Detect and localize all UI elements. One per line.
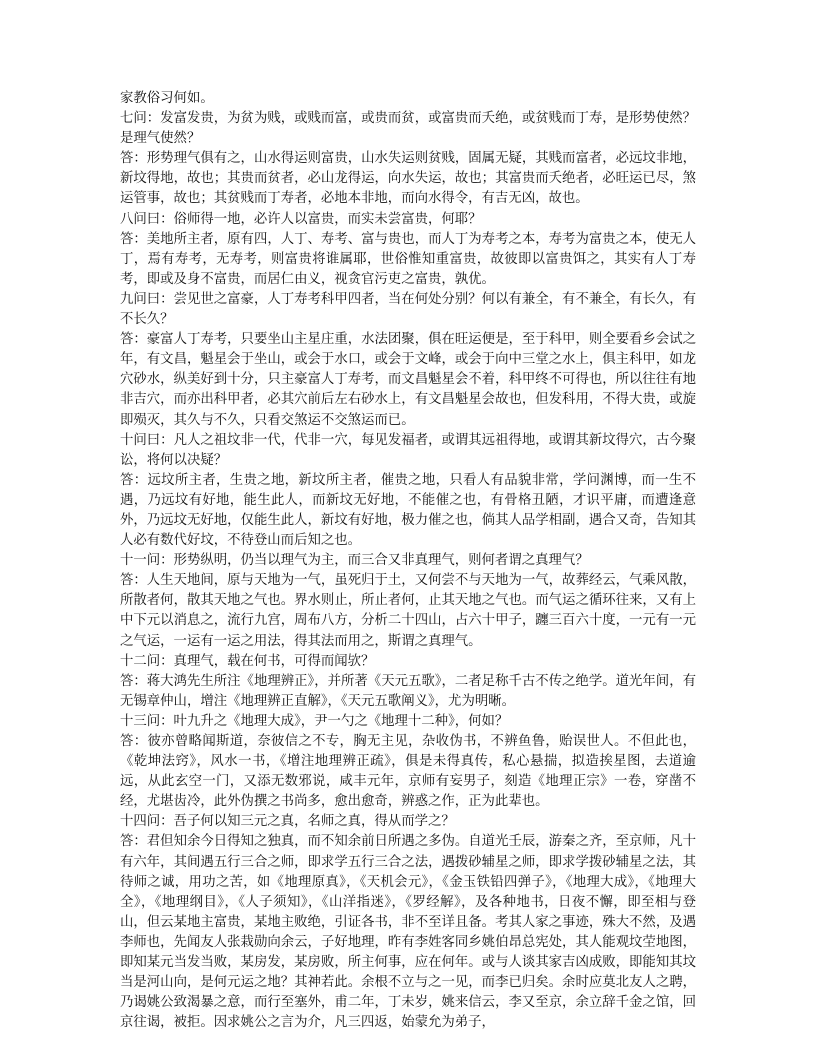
answer-8: 答：美地所主者，原有四，人丁、寿考、富与贵也，而人丁为寿考之本，寿考为富贵之本，使无人丁，焉有寿考，无寿考，则富贵将谁属耶，世俗惟知重富贵，故彼即以富贵饵之，其实有人丁寿考，即或及身不富贵，而居仁由义，视贪官污吏之富贵，孰优。 bbox=[120, 231, 696, 287]
question-13: 十三问：叶九升之《地理大成》，尹一勺之《地理十二种》，何如？ bbox=[120, 713, 509, 729]
question-7: 七问：发富发贵，为贫为贱，或贱而富，或贵而贫，或富贵而夭绝，或贫贱而丁寿，是形势使然？是理气使然？ bbox=[120, 111, 696, 147]
answer-9: 答：豪富人丁寿考，只要坐山主星庄重，水法团聚，俱在旺运便是，至于科甲，则全要看乡会试之年，有文昌，魁星会于坐山，或会于水口，或会于文峰，或会于向中三堂之水上，俱主科甲，如龙穴砂水，纵美好到十分，只主豪富人丁寿考，而文昌魁星会不着，科甲终不可得也，所以往往有地非吉穴，而亦出科甲者，必其穴前后左右砂水上，有文昌魁星会故也，但发科用，不得大贵，或旋即殒灭，其久与不久，只看交煞运不交煞运而已。 bbox=[120, 332, 696, 428]
question-10: 十问曰：凡人之祖坟非一代，代非一穴，每见发福者，或谓其远祖得地，或谓其新坟得穴，古今聚讼，将何以决疑？ bbox=[120, 432, 696, 468]
question-8: 八问曰：俗师得一地，必许人以富贵，而实未尝富贵，何耶？ bbox=[120, 211, 482, 227]
document-page bbox=[120, 89, 696, 1033]
question-12: 十二问：真理气，载在何书，可得而闻欤？ bbox=[120, 653, 375, 669]
answer-13: 答：彼亦曾略闻斯道，奈彼信之不专，胸无主见，杂收伪书，不辨鱼鲁，贻误世人。不但此也，《乾坤法窍》，风水一书，《增注地理辨正疏》，俱是未得真传，私心悬揣，拟造挨星图，去道逾远，从此玄空一门，又添无数邪说，咸丰元年，京师有妄男子，刻造《地理正宗》一卷，穿凿不经，尤堪齿冷，此外伪撰之书尚多，愈出愈奇，辨惑之作，正为此辈也。 bbox=[120, 734, 696, 810]
answer-10: 答：远坟所主者，生贵之地，新坟所主者，催贵之地，只看人有品貌非常，学问渊博，而一生不遇，乃远坟有好地，能生此人，而新坟无好地，不能催之也，有骨格丑陋，才识平庸，而遭逢意外，乃远坟无好地，仅能生此人，新坟有好地，极力催之也，倘其人品学相副，遇合又奇，告知其人必有数代好坟，不待登山而后知之也。 bbox=[120, 472, 696, 549]
question-14: 十四问：吾子何以知三元之真，名师之真，得从而学之？ bbox=[120, 814, 455, 830]
answer-7: 答：形势理气俱有之，山水得运则富贵，山水失运则贫贱，固属无疑，其贱而富者，必远坟非地，新坟得地，故也；其贵而贫者，必山龙得运，向水失运，故也；其富贵而夭绝者，必旺运已尽，煞运管事，故也；其贫贱而丁寿者，必地本非地，而向水得令，有吉无凶，故也。 bbox=[120, 151, 696, 207]
answer-14: 答：君但知余今日得知之独真，而不知余前日所遇之多伪。自道光壬辰，游秦之齐，至京师，凡十有六年，其间遇五行三合之师，即求学五行三合之法，遇拨砂辅星之师，即求学拨砂辅星之法，其待师之诚，用功之苦，如《地理原真》，《天机会元》，《金玉铁铅四弹子》，《地理大成》，《地理大全》，《地理纲目》，《人子须知》，《山洋指迷》，《罗经解》，及各种地书，日夜不懈，即至相与登山，但云某地主富贵，某地主败绝，引证各书，非不至详且备。考其人家之事迹，殊大不然，及遇李师也，先闻友人张栽勋向余云，子好地理，昨有李姓客同乡姚伯昂总宪处，其人能观坟茔地图，即知某元当发当败，某房发，某房败，所主何事，应在何年。或与人谈其家吉凶成败，即能知其坟当是河山向，是何元运之地？其神若此。余根不立与之一见，而李已归矣。余时应莫北友人之聘，乃谒姚公致渴暴之意，而行至塞外，甫二年，丁未岁，姚来信云，李又至京，余立辞千金之馆，回京往谒，被拒。因求姚公之言为介，凡三四返，始蒙允为弟子， bbox=[120, 834, 696, 1031]
answer-11: 答：人生天地间，原与天地为一气，虽死归于土，又何尝不与天地为一气，故葬经云，气乘风散，所散者何，散其天地之气也。界水则止，所止者何，止其天地之气也。而气运之循环往来，又有上中下元以消息之，流行九宫，周布八方，分析二十四山，占六十甲子，躔三百六十度，一元有一元之气运，一运有一运之用法，得其法而用之，斯谓之真理气。 bbox=[120, 573, 696, 649]
question-11: 十一问：形势纵明，仍当以理气为主，而三合又非真理气，则何者谓之真理气？ bbox=[120, 553, 589, 569]
paragraph-intro-tail: 家教俗习何如。 bbox=[120, 91, 214, 106]
question-9: 九问曰：尝见世之富豪，人丁寿考科甲四者，当在何处分别？何以有兼全，有不兼全，有长久，有不长久？ bbox=[120, 291, 696, 328]
answer-12: 答：蒋大鸿先生所注《地理辨正》，并所著《天元五歌》，二者足称千古不传之绝学。道光年间，有无锡章仲山，增注《地理辨正直解》，《天元五歌阐义》，尤为明晰。 bbox=[120, 673, 696, 709]
